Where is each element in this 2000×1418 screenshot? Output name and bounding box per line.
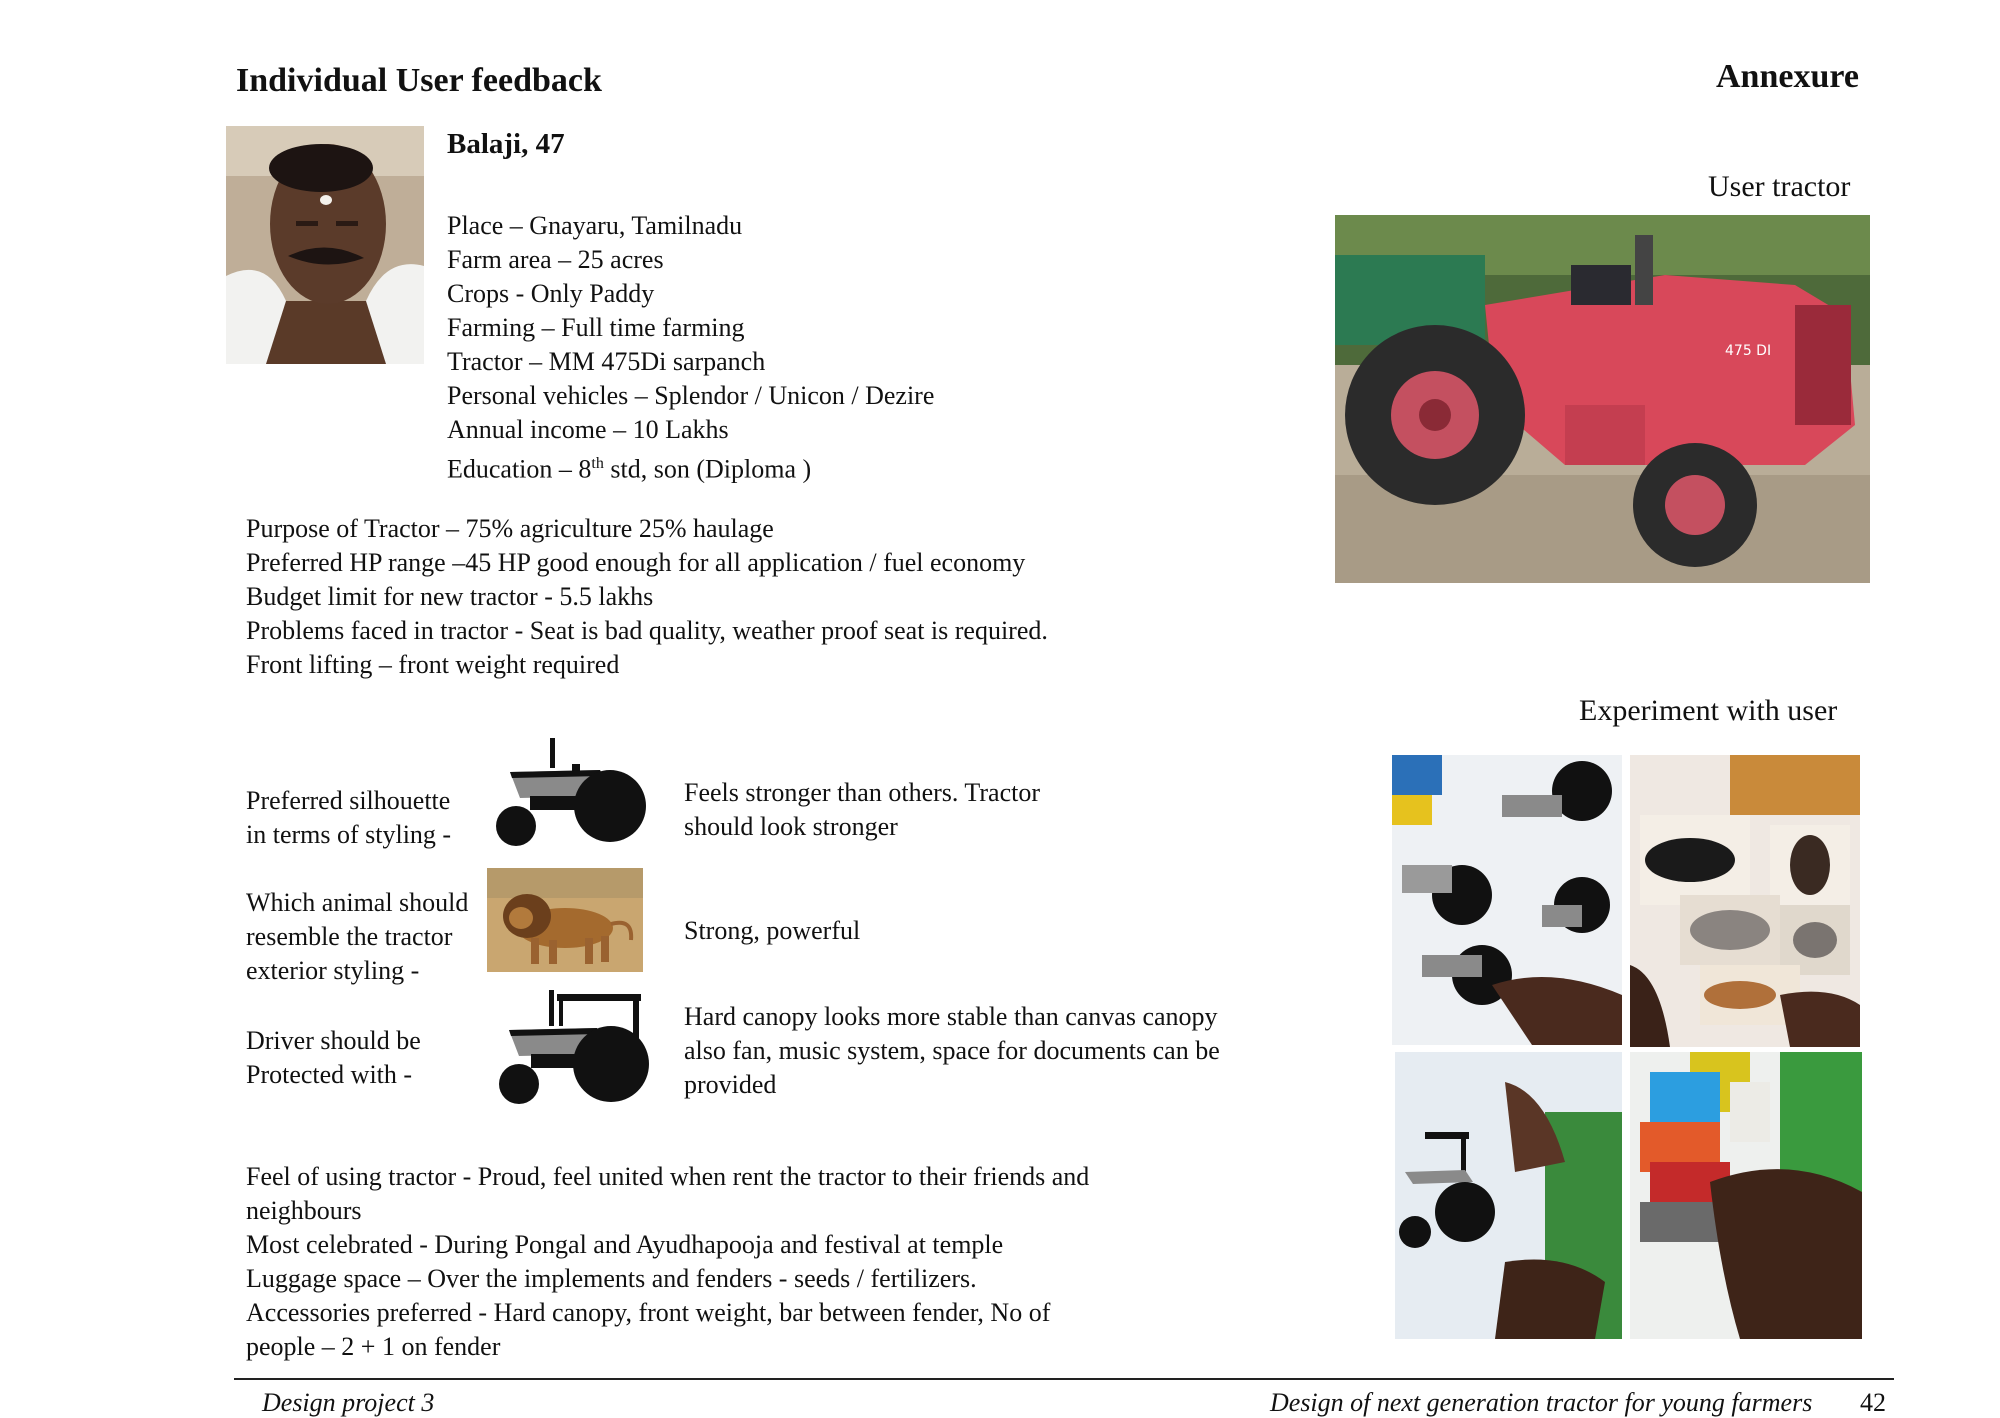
experiment-label: Experiment with user — [1579, 694, 1838, 727]
canopy-tractor-icon — [497, 990, 657, 1106]
experiment-photo-canopy — [1395, 1052, 1622, 1339]
closing-notes: Feel of using tractor - Proud, feel united when rent the tractor to their friends and neighbours Most celebrated - During Pongal and Ayudhapooja and festival at temple Luggage space – Over the implements and fenders - seeds / fertilizers. Accessories preferred - Hard canopy, front weight, bar between fender, No of people – 2 + 1 on fender — [246, 1162, 1090, 1361]
svg-text:475 DI: 475 DI — [1725, 343, 1772, 359]
silhouette-question: Preferred silhouette in terms of styling - — [246, 786, 452, 849]
silhouette-answer: Feels stronger than others. Tractor should look stronger — [684, 778, 1041, 841]
user-detail-vehicles: Personal vehicles – Splendor / Unicon / Dezire — [447, 381, 935, 410]
user-detail-farming: Farming – Full time farming — [447, 313, 745, 342]
pref-budget: Budget limit for new tractor - 5.5 lakhs — [246, 582, 654, 611]
pref-problems: Problems faced in tractor - Seat is bad quality, weather proof seat is required. — [246, 616, 1048, 645]
pref-front-lifting: Front lifting – front weight required — [246, 650, 620, 679]
animal-question: Which animal should resemble the tractor exterior styling - — [246, 888, 469, 985]
user-detail-crops: Crops - Only Paddy — [447, 279, 655, 308]
page-number: 42 — [1860, 1388, 1886, 1417]
lion-photo — [487, 868, 643, 972]
user-detail-farm-area: Farm area – 25 acres — [447, 245, 664, 274]
user-detail-place: Place – Gnayaru, Tamilnadu — [447, 211, 743, 240]
user-detail-tractor: Tractor – MM 475Di sarpanch — [447, 347, 766, 376]
user-portrait — [226, 126, 424, 364]
experiment-photo-colors — [1630, 1052, 1862, 1339]
user-name-age: Balaji, 47 — [447, 128, 565, 160]
user-tractor-label: User tractor — [1708, 170, 1851, 203]
section-label: Annexure — [1716, 58, 1859, 95]
animal-answer: Strong, powerful — [684, 916, 861, 945]
experiment-photo-silhouettes — [1392, 755, 1622, 1045]
experiment-photo-animals — [1630, 755, 1860, 1047]
user-detail-income: Annual income – 10 Lakhs — [447, 415, 729, 444]
user-tractor-photo — [1335, 215, 1870, 583]
footer-rule — [234, 1378, 1894, 1380]
footer-project: Design project 3 — [262, 1388, 435, 1417]
footer-title: Design of next generation tractor for young farmers — [1270, 1388, 1813, 1417]
canopy-answer: Hard canopy looks more stable than canvas canopy also fan, music system, space for documents can be provided — [684, 1002, 1220, 1099]
page-title: Individual User feedback — [236, 62, 602, 99]
tractor-silhouette-icon — [490, 736, 650, 848]
pref-hp-range: Preferred HP range –45 HP good enough for all application / fuel economy — [246, 548, 1026, 577]
user-detail-education: Education – 8th std, son (Diploma ) — [447, 454, 812, 484]
pref-purpose: Purpose of Tractor – 75% agriculture 25% haulage — [246, 514, 774, 543]
canopy-question: Driver should be Protected with - — [246, 1026, 421, 1089]
